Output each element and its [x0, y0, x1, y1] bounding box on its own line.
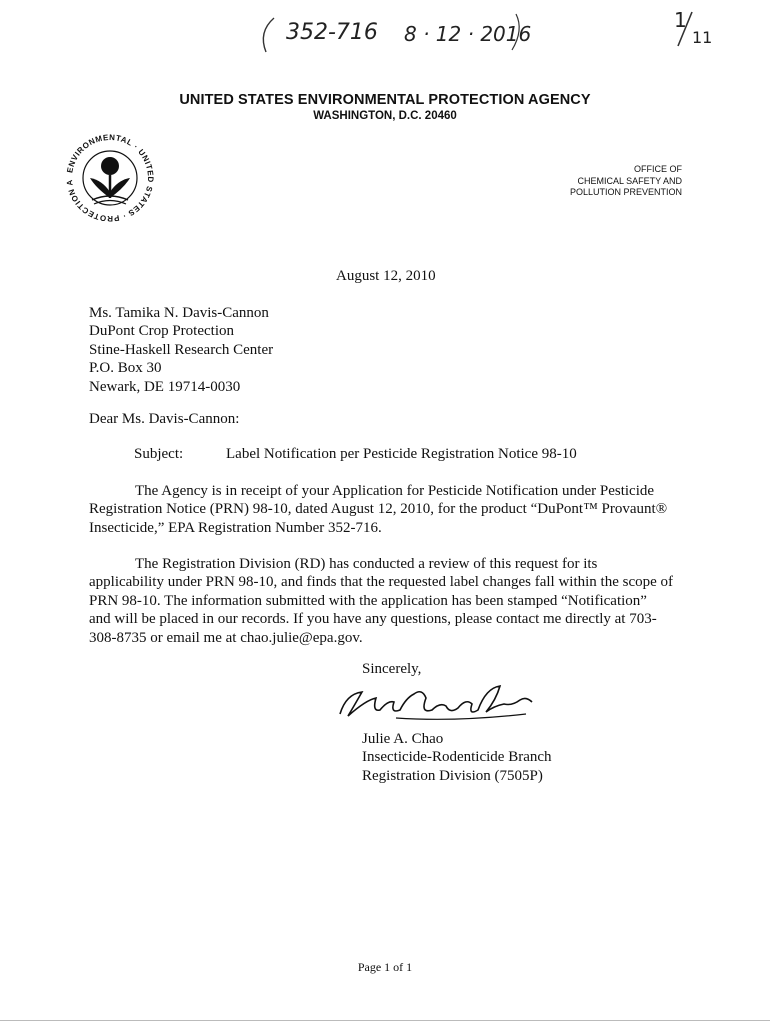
salutation: Dear Ms. Davis-Cannon: — [89, 411, 240, 427]
office-line: POLLUTION PREVENTION — [569, 187, 682, 197]
signer-line: Insecticide-Rodenticide Branch — [362, 749, 552, 766]
epa-seal-icon — [60, 128, 160, 228]
paragraph-line: and will be placed in our records. If you have any questions, please contact me directly at 703- — [89, 611, 657, 628]
paragraph-line: 308-8735 or email me at chao.julie@epa.gov. — [89, 629, 363, 646]
body-paragraph-2 — [89, 555, 689, 647]
recipient-line: P.O. Box 30 — [89, 360, 162, 377]
scan-edge-line — [0, 1020, 770, 1021]
recipient-line: Stine-Haskell Research Center — [89, 341, 274, 358]
paragraph-line: The Agency is in receipt of your Application for Pesticide Notification under Pesticide — [135, 483, 655, 499]
paragraph-line: PRN 98-10. The information submitted with the application has been stamped “Notification” — [89, 592, 647, 609]
signer-line: Julie A. Chao — [362, 731, 444, 747]
paragraph-line: Insecticide,” EPA Registration Number 352-716. — [89, 519, 382, 536]
paragraph-line: The Registration Division (RD) has conducted a review of this request for its — [135, 556, 598, 572]
signer-line: Registration Division (7505P) — [362, 767, 543, 784]
subject-label: Subject: — [134, 446, 184, 462]
handwritten-reg-number: 352-716 — [286, 20, 378, 45]
agency-title: UNITED STATES ENVIRONMENTAL PROTECTION AGENCY — [179, 92, 591, 108]
recipient-line: DuPont Crop Protection — [89, 323, 234, 340]
handwritten-signature — [336, 680, 546, 726]
epa-seal — [60, 128, 160, 228]
handwritten-date: 8 · 12 · 2016 — [404, 22, 532, 46]
subject-text: Label Notification per Pesticide Registration Notice 98-10 — [226, 446, 577, 462]
signer-block — [362, 730, 552, 785]
handwritten-fraction-bottom: 11 — [692, 28, 713, 47]
recipient-line: Newark, DE 19714-0030 — [89, 378, 241, 395]
body-paragraph-1 — [89, 482, 689, 537]
handwritten-fraction-top: 1 — [674, 8, 687, 32]
recipient-address — [89, 304, 273, 396]
letter-date: August 12, 2010 — [336, 268, 436, 284]
signature-icon — [336, 680, 546, 726]
svg-text:ENVIRONMENTAL · UNITED STATES: ENVIRONMENTAL · UNITED STATES · PROTECTION A — [64, 132, 156, 224]
recipient-line: Ms. Tamika N. Davis-Cannon — [89, 305, 269, 321]
office-block — [570, 164, 682, 199]
handwritten-annotation — [254, 12, 544, 58]
handwritten-page-count — [668, 6, 718, 50]
agency-address: WASHINGTON, D.C. 20460 — [313, 110, 457, 122]
closing: Sincerely, — [362, 661, 422, 677]
page-footer: Page 1 of 1 — [357, 960, 413, 974]
paragraph-line: Registration Notice (PRN) 98-10, dated August 12, 2010, for the product “DuPont™ Provaunt® — [89, 501, 668, 518]
office-line: OFFICE OF — [634, 164, 682, 174]
paragraph-line: applicability under PRN 98-10, and finds that the requested label changes fall within the scope of — [89, 574, 674, 591]
office-line: CHEMICAL SAFETY AND — [577, 175, 682, 186]
